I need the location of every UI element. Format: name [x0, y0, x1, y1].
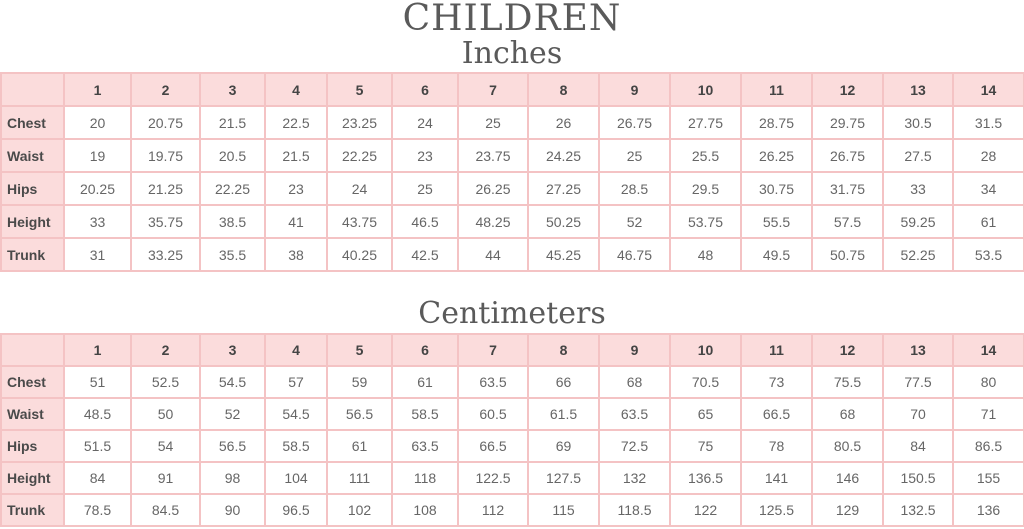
measurement-cell: 141 — [741, 462, 812, 494]
measurement-cell: 150.5 — [883, 462, 953, 494]
measurement-cell: 50.75 — [812, 238, 883, 271]
table-row — [1, 172, 1024, 205]
measurement-cell: 84 — [64, 462, 131, 494]
size-header-cell: 12 — [812, 73, 883, 106]
size-header-cell: 13 — [883, 334, 953, 366]
measurement-cell: 78 — [741, 430, 812, 462]
size-header-cell: 9 — [599, 334, 670, 366]
size-header-cell: 8 — [528, 73, 599, 106]
row-label: Height — [1, 205, 64, 238]
measurement-cell: 52.5 — [131, 366, 200, 398]
measurement-cell: 30.75 — [741, 172, 812, 205]
table-row — [1, 366, 1024, 398]
measurement-cell: 60.5 — [458, 398, 528, 430]
measurement-cell: 19 — [64, 139, 131, 172]
measurement-cell: 129 — [812, 494, 883, 526]
measurement-cell: 91 — [131, 462, 200, 494]
size-header-cell: 14 — [953, 334, 1024, 366]
measurement-cell: 24 — [392, 106, 458, 139]
size-header-cell: 7 — [458, 73, 528, 106]
measurement-cell: 55.5 — [741, 205, 812, 238]
measurement-cell: 21.5 — [200, 106, 265, 139]
size-header-cell: 6 — [392, 334, 458, 366]
measurement-cell: 90 — [200, 494, 265, 526]
size-header-cell: 2 — [131, 73, 200, 106]
measurement-cell: 48.5 — [64, 398, 131, 430]
measurement-cell: 80 — [953, 366, 1024, 398]
measurement-cell: 112 — [458, 494, 528, 526]
measurement-cell: 51.5 — [64, 430, 131, 462]
measurement-cell: 84 — [883, 430, 953, 462]
measurement-cell: 66.5 — [741, 398, 812, 430]
measurement-cell: 61.5 — [528, 398, 599, 430]
row-label: Trunk — [1, 238, 64, 271]
header-row — [1, 73, 1024, 106]
measurement-cell: 27.25 — [528, 172, 599, 205]
measurement-cell: 68 — [812, 398, 883, 430]
measurement-cell: 45.25 — [528, 238, 599, 271]
size-header-cell: 1 — [64, 334, 131, 366]
row-label: Waist — [1, 398, 64, 430]
measurement-cell: 44 — [458, 238, 528, 271]
measurement-cell: 46.75 — [599, 238, 670, 271]
measurement-cell: 33 — [883, 172, 953, 205]
table-row — [1, 430, 1024, 462]
measurement-cell: 24 — [327, 172, 392, 205]
table-row — [1, 494, 1024, 526]
row-label: Height — [1, 462, 64, 494]
row-label: Trunk — [1, 494, 64, 526]
measurement-cell: 63.5 — [392, 430, 458, 462]
page-title: CHILDREN — [402, 0, 622, 39]
corner-cell — [1, 73, 64, 106]
measurement-cell: 25.5 — [670, 139, 741, 172]
size-header-cell: 4 — [265, 73, 327, 106]
measurement-cell: 21.25 — [131, 172, 200, 205]
size-header-cell: 2 — [131, 334, 200, 366]
measurement-cell: 78.5 — [64, 494, 131, 526]
measurement-cell: 38.5 — [200, 205, 265, 238]
table-row — [1, 106, 1024, 139]
measurement-cell: 43.75 — [327, 205, 392, 238]
measurement-cell: 41 — [265, 205, 327, 238]
measurement-cell: 23.75 — [458, 139, 528, 172]
measurement-cell: 65 — [670, 398, 741, 430]
measurement-cell: 71 — [953, 398, 1024, 430]
measurement-cell: 31.75 — [812, 172, 883, 205]
measurement-cell: 46.5 — [392, 205, 458, 238]
measurement-cell: 57.5 — [812, 205, 883, 238]
measurement-cell: 59.25 — [883, 205, 953, 238]
measurement-cell: 58.5 — [265, 430, 327, 462]
size-header-cell: 5 — [327, 334, 392, 366]
size-header-cell: 9 — [599, 73, 670, 106]
size-header-cell: 10 — [670, 334, 741, 366]
measurement-cell: 25 — [392, 172, 458, 205]
measurement-cell: 70 — [883, 398, 953, 430]
measurement-cell: 54 — [131, 430, 200, 462]
measurement-cell: 96.5 — [265, 494, 327, 526]
measurement-cell: 21.5 — [265, 139, 327, 172]
measurement-cell: 111 — [327, 462, 392, 494]
measurement-cell: 51 — [64, 366, 131, 398]
measurement-cell: 146 — [812, 462, 883, 494]
row-label: Chest — [1, 106, 64, 139]
measurement-cell: 84.5 — [131, 494, 200, 526]
measurement-cell: 102 — [327, 494, 392, 526]
measurement-cell: 26.75 — [812, 139, 883, 172]
measurement-cell: 75 — [670, 430, 741, 462]
measurement-cell: 136 — [953, 494, 1024, 526]
measurement-cell: 27.75 — [670, 106, 741, 139]
measurement-cell: 30.5 — [883, 106, 953, 139]
measurement-cell: 58.5 — [392, 398, 458, 430]
measurement-cell: 22.5 — [265, 106, 327, 139]
measurement-cell: 70.5 — [670, 366, 741, 398]
header-row — [1, 334, 1024, 366]
measurement-cell: 54.5 — [200, 366, 265, 398]
measurement-cell: 31.5 — [953, 106, 1024, 139]
measurement-cell: 20.25 — [64, 172, 131, 205]
measurement-cell: 155 — [953, 462, 1024, 494]
measurement-cell: 38 — [265, 238, 327, 271]
size-header-cell: 1 — [64, 73, 131, 106]
measurement-cell: 31 — [64, 238, 131, 271]
inches-heading: Inches — [461, 36, 563, 71]
measurement-cell: 19.75 — [131, 139, 200, 172]
measurement-cell: 52.25 — [883, 238, 953, 271]
centimeters-heading: Centimeters — [418, 296, 606, 331]
measurement-cell: 27.5 — [883, 139, 953, 172]
measurement-cell: 20 — [64, 106, 131, 139]
size-header-cell: 11 — [741, 73, 812, 106]
measurement-cell: 49.5 — [741, 238, 812, 271]
measurement-cell: 115 — [528, 494, 599, 526]
measurement-cell: 25 — [458, 106, 528, 139]
measurement-cell: 20.75 — [131, 106, 200, 139]
measurement-cell: 98 — [200, 462, 265, 494]
measurement-cell: 132 — [599, 462, 670, 494]
inches-size-table — [0, 72, 1024, 272]
measurement-cell: 108 — [392, 494, 458, 526]
measurement-cell: 48.25 — [458, 205, 528, 238]
table-row — [1, 398, 1024, 430]
measurement-cell: 35.75 — [131, 205, 200, 238]
measurement-cell: 80.5 — [812, 430, 883, 462]
measurement-cell: 57 — [265, 366, 327, 398]
measurement-cell: 132.5 — [883, 494, 953, 526]
corner-cell — [1, 334, 64, 366]
size-header-cell: 7 — [458, 334, 528, 366]
measurement-cell: 56.5 — [200, 430, 265, 462]
measurement-cell: 52 — [200, 398, 265, 430]
measurement-cell: 28.5 — [599, 172, 670, 205]
measurement-cell: 86.5 — [953, 430, 1024, 462]
measurement-cell: 127.5 — [528, 462, 599, 494]
measurement-cell: 52 — [599, 205, 670, 238]
measurement-cell: 26.25 — [458, 172, 528, 205]
table-row — [1, 462, 1024, 494]
measurement-cell: 26.25 — [741, 139, 812, 172]
size-header-cell: 5 — [327, 73, 392, 106]
measurement-cell: 33 — [64, 205, 131, 238]
measurement-cell: 125.5 — [741, 494, 812, 526]
size-header-cell: 11 — [741, 334, 812, 366]
measurement-cell: 118.5 — [599, 494, 670, 526]
row-label: Hips — [1, 430, 64, 462]
table-row — [1, 205, 1024, 238]
size-header-cell: 3 — [200, 73, 265, 106]
table-row — [1, 238, 1024, 271]
measurement-cell: 34 — [953, 172, 1024, 205]
measurement-cell: 122.5 — [458, 462, 528, 494]
measurement-cell: 48 — [670, 238, 741, 271]
measurement-cell: 61 — [327, 430, 392, 462]
measurement-cell: 68 — [599, 366, 670, 398]
measurement-cell: 53.75 — [670, 205, 741, 238]
table-row — [1, 139, 1024, 172]
measurement-cell: 29.5 — [670, 172, 741, 205]
size-header-cell: 13 — [883, 73, 953, 106]
measurement-cell: 25 — [599, 139, 670, 172]
measurement-cell: 29.75 — [812, 106, 883, 139]
measurement-cell: 122 — [670, 494, 741, 526]
measurement-cell: 54.5 — [265, 398, 327, 430]
measurement-cell: 24.25 — [528, 139, 599, 172]
centimeters-size-table — [0, 333, 1024, 527]
measurement-cell: 20.5 — [200, 139, 265, 172]
measurement-cell: 75.5 — [812, 366, 883, 398]
measurement-cell: 72.5 — [599, 430, 670, 462]
measurement-cell: 136.5 — [670, 462, 741, 494]
size-header-cell: 4 — [265, 334, 327, 366]
measurement-cell: 61 — [392, 366, 458, 398]
measurement-cell: 61 — [953, 205, 1024, 238]
size-header-cell: 10 — [670, 73, 741, 106]
measurement-cell: 50.25 — [528, 205, 599, 238]
size-header-cell: 3 — [200, 334, 265, 366]
size-header-cell: 14 — [953, 73, 1024, 106]
measurement-cell: 63.5 — [458, 366, 528, 398]
measurement-cell: 77.5 — [883, 366, 953, 398]
measurement-cell: 69 — [528, 430, 599, 462]
measurement-cell: 56.5 — [327, 398, 392, 430]
measurement-cell: 23 — [392, 139, 458, 172]
measurement-cell: 66.5 — [458, 430, 528, 462]
measurement-cell: 118 — [392, 462, 458, 494]
measurement-cell: 66 — [528, 366, 599, 398]
measurement-cell: 33.25 — [131, 238, 200, 271]
measurement-cell: 28 — [953, 139, 1024, 172]
measurement-cell: 104 — [265, 462, 327, 494]
measurement-cell: 28.75 — [741, 106, 812, 139]
measurement-cell: 22.25 — [200, 172, 265, 205]
row-label: Chest — [1, 366, 64, 398]
measurement-cell: 73 — [741, 366, 812, 398]
measurement-cell: 23 — [265, 172, 327, 205]
measurement-cell: 59 — [327, 366, 392, 398]
row-label: Waist — [1, 139, 64, 172]
size-header-cell: 6 — [392, 73, 458, 106]
measurement-cell: 63.5 — [599, 398, 670, 430]
measurement-cell: 26.75 — [599, 106, 670, 139]
row-label: Hips — [1, 172, 64, 205]
measurement-cell: 26 — [528, 106, 599, 139]
measurement-cell: 35.5 — [200, 238, 265, 271]
measurement-cell: 40.25 — [327, 238, 392, 271]
measurement-cell: 50 — [131, 398, 200, 430]
measurement-cell: 53.5 — [953, 238, 1024, 271]
measurement-cell: 22.25 — [327, 139, 392, 172]
measurement-cell: 23.25 — [327, 106, 392, 139]
size-header-cell: 8 — [528, 334, 599, 366]
measurement-cell: 42.5 — [392, 238, 458, 271]
size-header-cell: 12 — [812, 334, 883, 366]
